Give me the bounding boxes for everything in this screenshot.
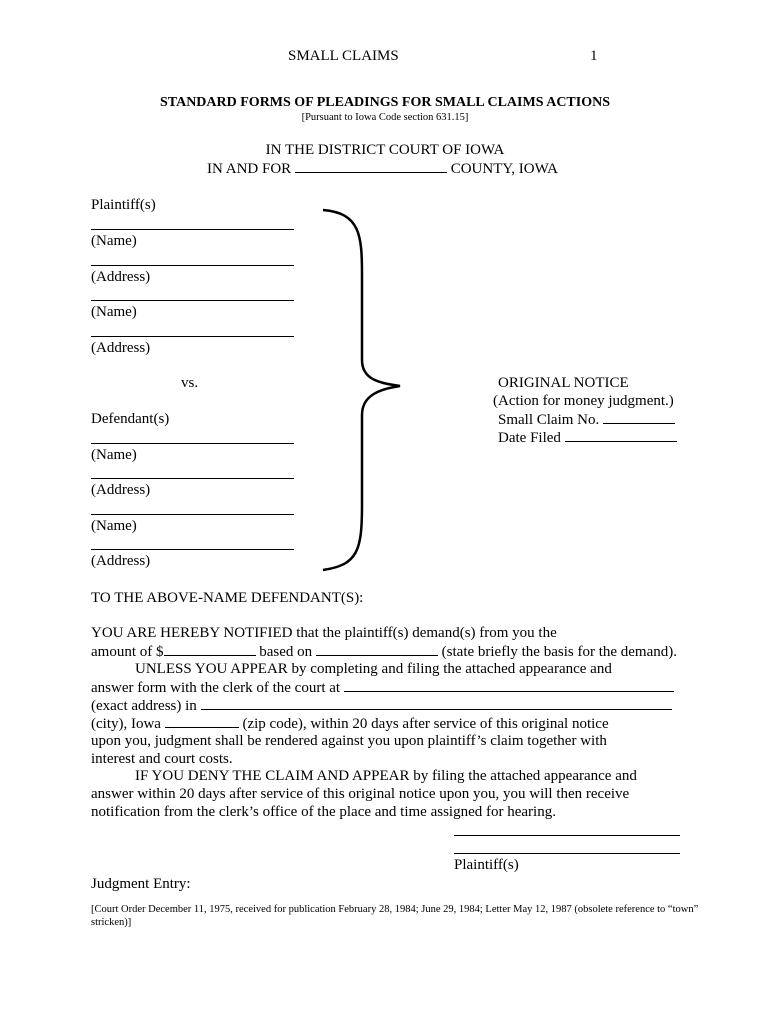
page-number: 1 bbox=[590, 48, 598, 64]
subtitle: [Pursuant to Iowa Code section 631.15] bbox=[301, 112, 469, 123]
plaintiff-address-2: (Address) bbox=[91, 340, 151, 356]
p2-line6: interest and court costs. bbox=[91, 751, 233, 767]
p1-line1: YOU ARE HEREBY NOTIFIED that the plaintiff(s) demand(s) from you the bbox=[91, 625, 557, 641]
based-on-label: based on bbox=[259, 644, 313, 660]
defendant-line-1 bbox=[91, 443, 294, 444]
plaintiffs-label: Plaintiff(s) bbox=[91, 197, 156, 213]
court-line-2 bbox=[207, 159, 558, 178]
p3-line2: answer within 20 days after service of this original notice upon you, you will then receive bbox=[91, 786, 630, 802]
p2-line3 bbox=[91, 696, 681, 715]
p2-line4 bbox=[91, 714, 681, 733]
footnote-line-1: [Court Order December 11, 1975, received for publication February 28, 1984; June 29, 1984; Letter May 12, 1987 (obsolete reference to “town” bbox=[91, 904, 699, 915]
clerk-blank bbox=[344, 678, 674, 692]
court-suffix: COUNTY, IOWA bbox=[450, 161, 558, 177]
signature-line-1 bbox=[454, 835, 680, 836]
date-filed bbox=[498, 428, 677, 447]
plaintiff-line-2 bbox=[91, 265, 294, 266]
p1-line2 bbox=[91, 642, 681, 661]
signature-label: Plaintiff(s) bbox=[454, 857, 519, 873]
plaintiff-name-1: (Name) bbox=[91, 233, 137, 249]
defendant-line-3 bbox=[91, 514, 294, 515]
city-label: (city), Iowa bbox=[91, 716, 161, 732]
clerk-label: answer form with the clerk of the court at bbox=[91, 680, 341, 696]
claim-no-blank bbox=[603, 410, 675, 424]
defendant-address-2: (Address) bbox=[91, 553, 151, 569]
defendant-line-4 bbox=[91, 549, 294, 550]
exact-address-label: (exact address) in bbox=[91, 698, 197, 714]
defendants-label: Defendant(s) bbox=[91, 411, 170, 427]
p3-line1: IF YOU DENY THE CLAIM AND APPEAR by filing the attached appearance and bbox=[135, 768, 637, 784]
basis-blank bbox=[316, 642, 438, 656]
plaintiff-line-1 bbox=[91, 229, 294, 230]
p2-line5: upon you, judgment shall be rendered against you upon plaintiff’s claim together with bbox=[91, 733, 607, 749]
date-filed-blank bbox=[565, 428, 677, 442]
versus: vs. bbox=[181, 375, 199, 391]
p3-line3: notification from the clerk’s office of the place and time assigned for hearing. bbox=[91, 804, 556, 820]
basis-hint: (state briefly the basis for the demand). bbox=[441, 644, 677, 660]
signature-line-2 bbox=[454, 853, 680, 854]
exact-address-blank bbox=[201, 696, 672, 710]
running-title: SMALL CLAIMS bbox=[288, 48, 399, 64]
caption-brace bbox=[320, 205, 410, 575]
court-prefix: IN AND FOR bbox=[207, 161, 292, 177]
defendant-name-1: (Name) bbox=[91, 447, 137, 463]
defendant-address-1: (Address) bbox=[91, 482, 151, 498]
plaintiff-line-4 bbox=[91, 336, 294, 337]
amount-label: amount of $ bbox=[91, 644, 164, 660]
main-title: STANDARD FORMS OF PLEADINGS FOR SMALL CLAIMS ACTIONS bbox=[160, 95, 610, 110]
p2-line1: UNLESS YOU APPEAR by completing and filing the attached appearance and bbox=[135, 661, 612, 677]
defendant-name-2: (Name) bbox=[91, 518, 137, 534]
amount-blank bbox=[164, 642, 256, 656]
plaintiff-line-3 bbox=[91, 300, 294, 301]
plaintiff-name-2: (Name) bbox=[91, 304, 137, 320]
date-filed-label: Date Filed bbox=[498, 430, 561, 446]
defendant-line-2 bbox=[91, 478, 294, 479]
small-claim-no bbox=[498, 410, 675, 429]
court-line-1: IN THE DISTRICT COURT OF IOWA bbox=[265, 142, 505, 158]
footnote-line-2: stricken)] bbox=[91, 917, 132, 928]
notice-subtitle: (Action for money judgment.) bbox=[493, 393, 674, 409]
zip-blank bbox=[165, 714, 239, 728]
plaintiff-address-1: (Address) bbox=[91, 269, 151, 285]
claim-no-label: Small Claim No. bbox=[498, 412, 600, 428]
judgment-entry: Judgment Entry: bbox=[91, 876, 191, 892]
county-blank bbox=[295, 159, 447, 173]
zip-label: (zip code), within 20 days after service of this original notice bbox=[242, 716, 609, 732]
notice-title: ORIGINAL NOTICE bbox=[498, 375, 629, 391]
salutation: TO THE ABOVE-NAME DEFENDANT(S): bbox=[91, 590, 364, 606]
p2-line2 bbox=[91, 678, 681, 697]
